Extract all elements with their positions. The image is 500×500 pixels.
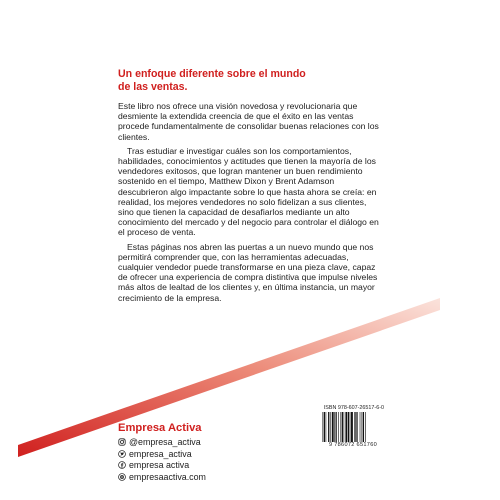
barcode-bar bbox=[360, 412, 361, 442]
social-facebook bbox=[118, 460, 206, 472]
barcode-bar bbox=[340, 412, 341, 442]
barcode-bar bbox=[363, 412, 364, 442]
blurb-paragraph: Estas páginas nos abren las puertas a un nuevo mundo que nos permitirá comprender que, con las herramientas adecuadas, cualquier vendedor puede transformarse en una pieza clave, capaz de ofrecer una experiencia de compra distintiva que impulse niveles más altos de lealtad de los clientes y, en última instancia, un mayor crecimiento de la empresa. bbox=[118, 241, 378, 303]
barcode-bar bbox=[350, 412, 351, 442]
social-website bbox=[118, 471, 206, 483]
barcode-bar bbox=[324, 412, 325, 442]
barcode-bar bbox=[351, 412, 353, 442]
social-handle: @empresa_activa bbox=[129, 436, 201, 447]
barcode-bar bbox=[334, 412, 335, 442]
barcode-bar bbox=[348, 412, 349, 442]
cover-tagline: Un enfoque diferente sobre el mundo de las ventas. bbox=[118, 68, 306, 93]
barcode-bar bbox=[357, 412, 358, 442]
barcode-bar bbox=[323, 412, 324, 442]
barcode-number: 9 786072 651760 bbox=[328, 442, 378, 448]
barcode-bar bbox=[365, 412, 366, 442]
isbn-text: ISBN 978-607-26517-6-0 bbox=[323, 405, 384, 411]
instagram-icon bbox=[118, 438, 126, 446]
barcode-bar bbox=[338, 412, 339, 442]
social-instagram bbox=[118, 436, 206, 448]
barcode-bar bbox=[354, 412, 355, 442]
social-links bbox=[118, 436, 206, 483]
barcode-bar bbox=[345, 412, 347, 442]
barcode-bar bbox=[332, 412, 334, 442]
social-handle: empresa activa bbox=[129, 460, 190, 471]
social-handle: empresa_activa bbox=[129, 448, 192, 459]
publisher-name: Empresa Activa bbox=[118, 422, 202, 434]
barcode-bar bbox=[326, 412, 327, 442]
barcode-block bbox=[322, 405, 384, 448]
social-handle: empresaactiva.com bbox=[129, 472, 206, 483]
twitter-icon bbox=[118, 450, 126, 458]
social-twitter bbox=[118, 448, 206, 460]
barcode-bar bbox=[328, 412, 329, 442]
barcode-bar bbox=[330, 412, 331, 442]
barcode-bar bbox=[355, 412, 356, 442]
barcode-bar bbox=[344, 412, 345, 442]
facebook-icon bbox=[118, 461, 126, 469]
blurb-paragraph: Este libro nos ofrece una visión novedosa y revolucionaria que desmiente la extendida creencia de que el éxito en las ventas procede fundamentalmente de consolidar buenas relaciones con los clientes. bbox=[118, 101, 379, 142]
web-icon bbox=[118, 473, 126, 481]
barcode-bar bbox=[336, 412, 337, 442]
barcode-bar bbox=[362, 412, 363, 442]
blurb-text bbox=[118, 101, 380, 307]
barcode-image bbox=[322, 412, 384, 442]
blurb-paragraph: Tras estudiar e investigar cuáles son los comportamientos, habilidades, conocimientos y actitudes que tienen la mayoría de los vendedores exitosos, que logran mantener un buen rendimiento sostenido en el tiempo, Matthew Dixon y Brent Adamson descubrieron algo impactante sobre lo que hasta ahora se creía: en realidad, los mejores vendedores no solo fidelizan a sus clientes, sino que tienen la capacidad de desafiarlos mediante un alto conocimiento del mercado y del negocio para controlar el diálogo en el proceso de venta. bbox=[118, 145, 379, 238]
barcode-bar bbox=[342, 412, 343, 442]
